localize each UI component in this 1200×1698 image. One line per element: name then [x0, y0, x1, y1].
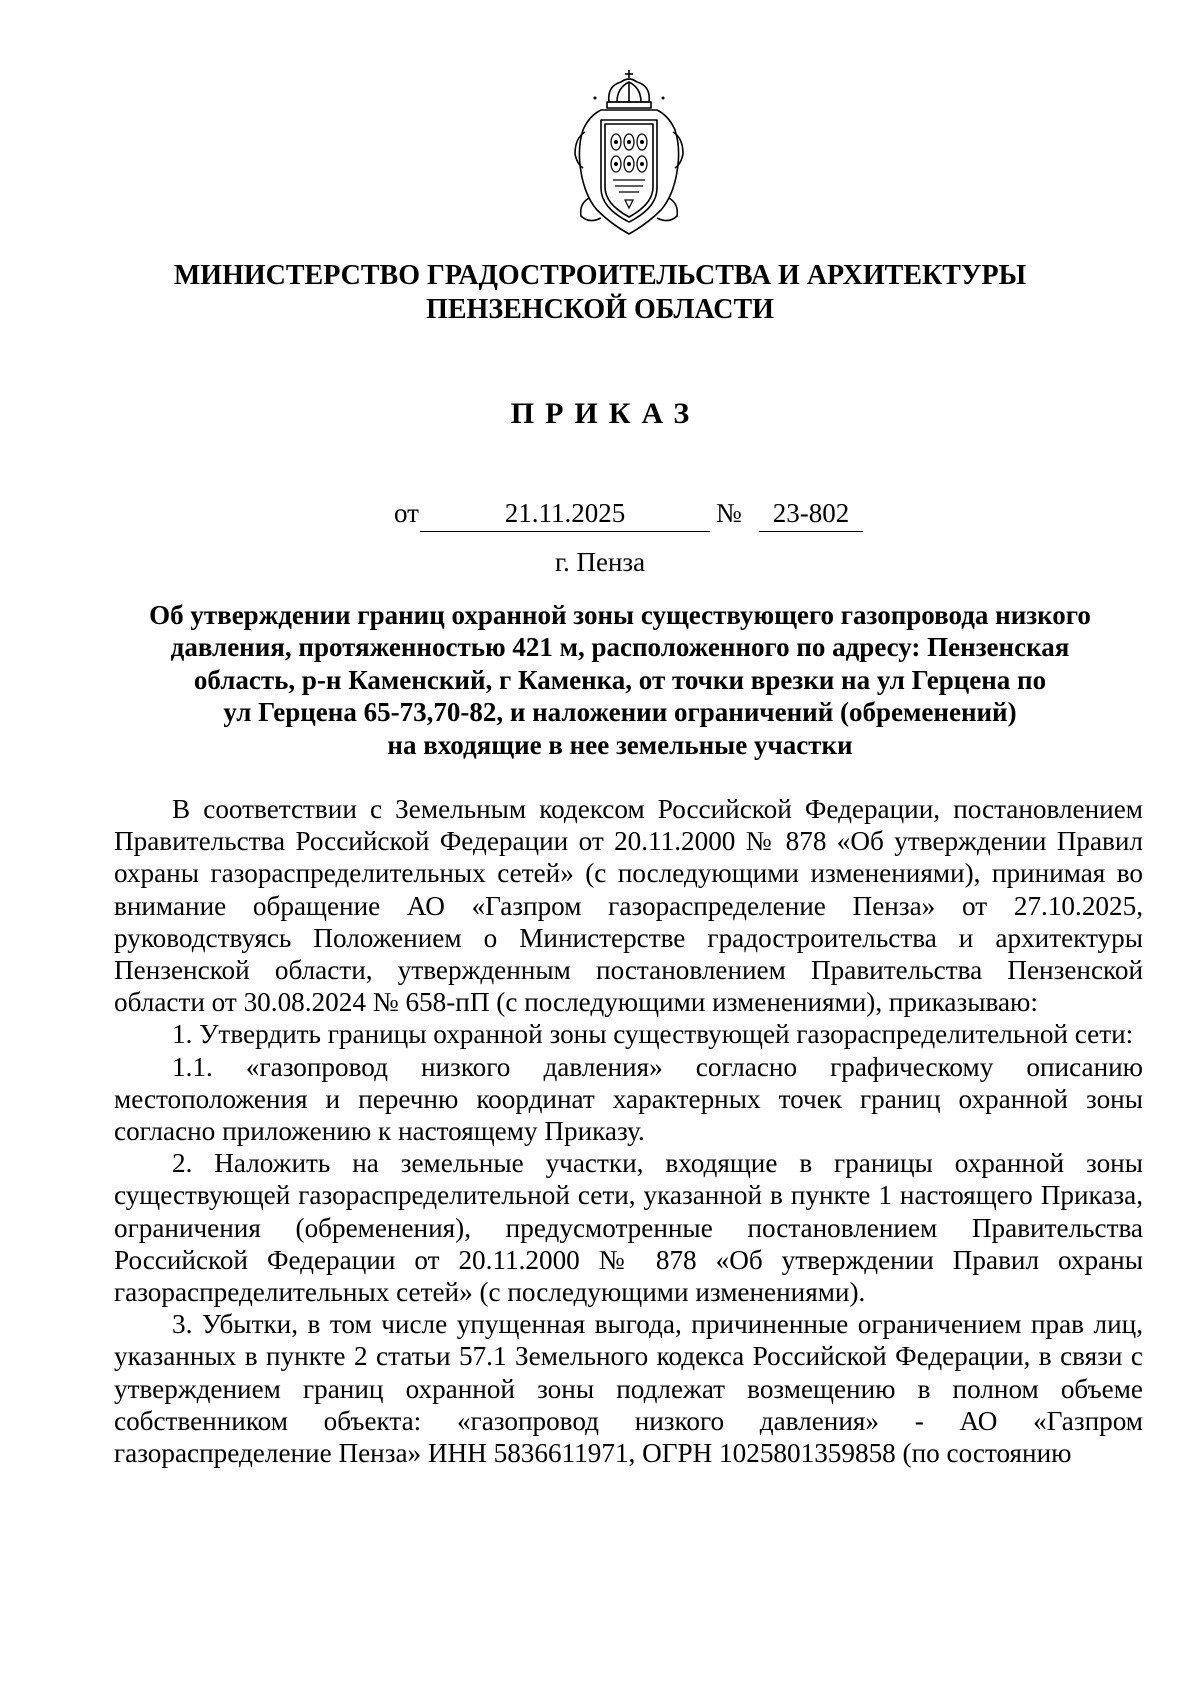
order-subject — [120, 599, 1120, 761]
subject-line: ул Герцена 65-73,70-82, и наложении ограничений (обременений) — [223, 697, 1017, 728]
ministry-name-line1: МИНИСТЕРСТВО ГРАДОСТРОИТЕЛЬСТВА И АРХИТЕКТУРЫ — [173, 260, 1027, 291]
number-sign-label: № — [716, 498, 742, 528]
clause-1-1-paragraph: 1.1. «газопровод низкого давления» согласно графическому описанию местоположения и перечню координат характерных точек границ охранной зоны согласно приложению к настоящему Приказу. — [114, 1051, 1143, 1147]
order-body — [114, 793, 1143, 1469]
coat-of-arms-icon — [571, 68, 687, 238]
subject-line: на входящие в нее земельные участки — [387, 729, 853, 760]
city-label: г. Пенза — [554, 547, 646, 577]
preamble-paragraph: В соответствии с Земельным кодексом Российской Федерации, постановлением Правительства Российской Федерации от 20.11.2000 № 878 «Об утверждении Правил охраны газораспределительных сетей» (с последующими изменениями), принимая во внимание обращение АО «Газпром газораспределение Пенза» от 27.10.2025, руководствуясь Положением о Министерстве градостроительства и архитектуры Пензенской области, утвержденным постановлением Правительства Пензенской области от 30.08.2024 № 658-пП (с последующими изменениями), приказываю: — [114, 794, 1143, 1018]
subject-line: Об утверждении границ охранной зоны существующего газопровода низкого — [149, 600, 1091, 630]
clause-3-paragraph: 3. Убытки, в том числе упущенная выгода, причиненные ограничением прав лиц, указанных в пункте 2 статьи 57.1 Земельного кодекса Российской Федерации, в связи с утверждением границ охранной зоны подлежат возмещению в полном объеме собственником объекта: «газопровод низкого давления» - АО «Газпром газораспределение Пенза» ИНН 5836611971, ОГРН 1025801359858 (по состоянию — [114, 1309, 1143, 1469]
order-date: 21.11.2025 — [420, 496, 710, 532]
document-title: ПРИКАЗ — [510, 397, 701, 430]
clause-2-paragraph: 2. Наложить на земельные участки, входящие в границы охранной зоны существующей газораспределительной сети, указанной в пункте 1 настоящего Приказа, ограничения (обременения), предусмотренные постановлением Правительства Российской Федерации от 20.11.2000 № 878 «Об утверждении Правил охраны газораспределительных сетей» (с последующими изменениями). — [114, 1148, 1143, 1308]
date-prefix-label: от — [394, 498, 419, 528]
subject-line: область, р-н Каменский, г Каменка, от точки врезки на ул Герцена по — [193, 664, 1047, 695]
ministry-name — [0, 259, 1200, 327]
order-number: 23-802 — [759, 496, 863, 532]
clause-1-paragraph: 1. Утвердить границы охранной зоны существующей газораспределительной сети: — [172, 1019, 1134, 1050]
ministry-name-line2: ПЕНЗЕНСКОЙ ОБЛАСТИ — [426, 294, 774, 325]
subject-line: давления, протяженностью 421 м, расположенного по адресу: Пензенская — [170, 632, 1070, 663]
